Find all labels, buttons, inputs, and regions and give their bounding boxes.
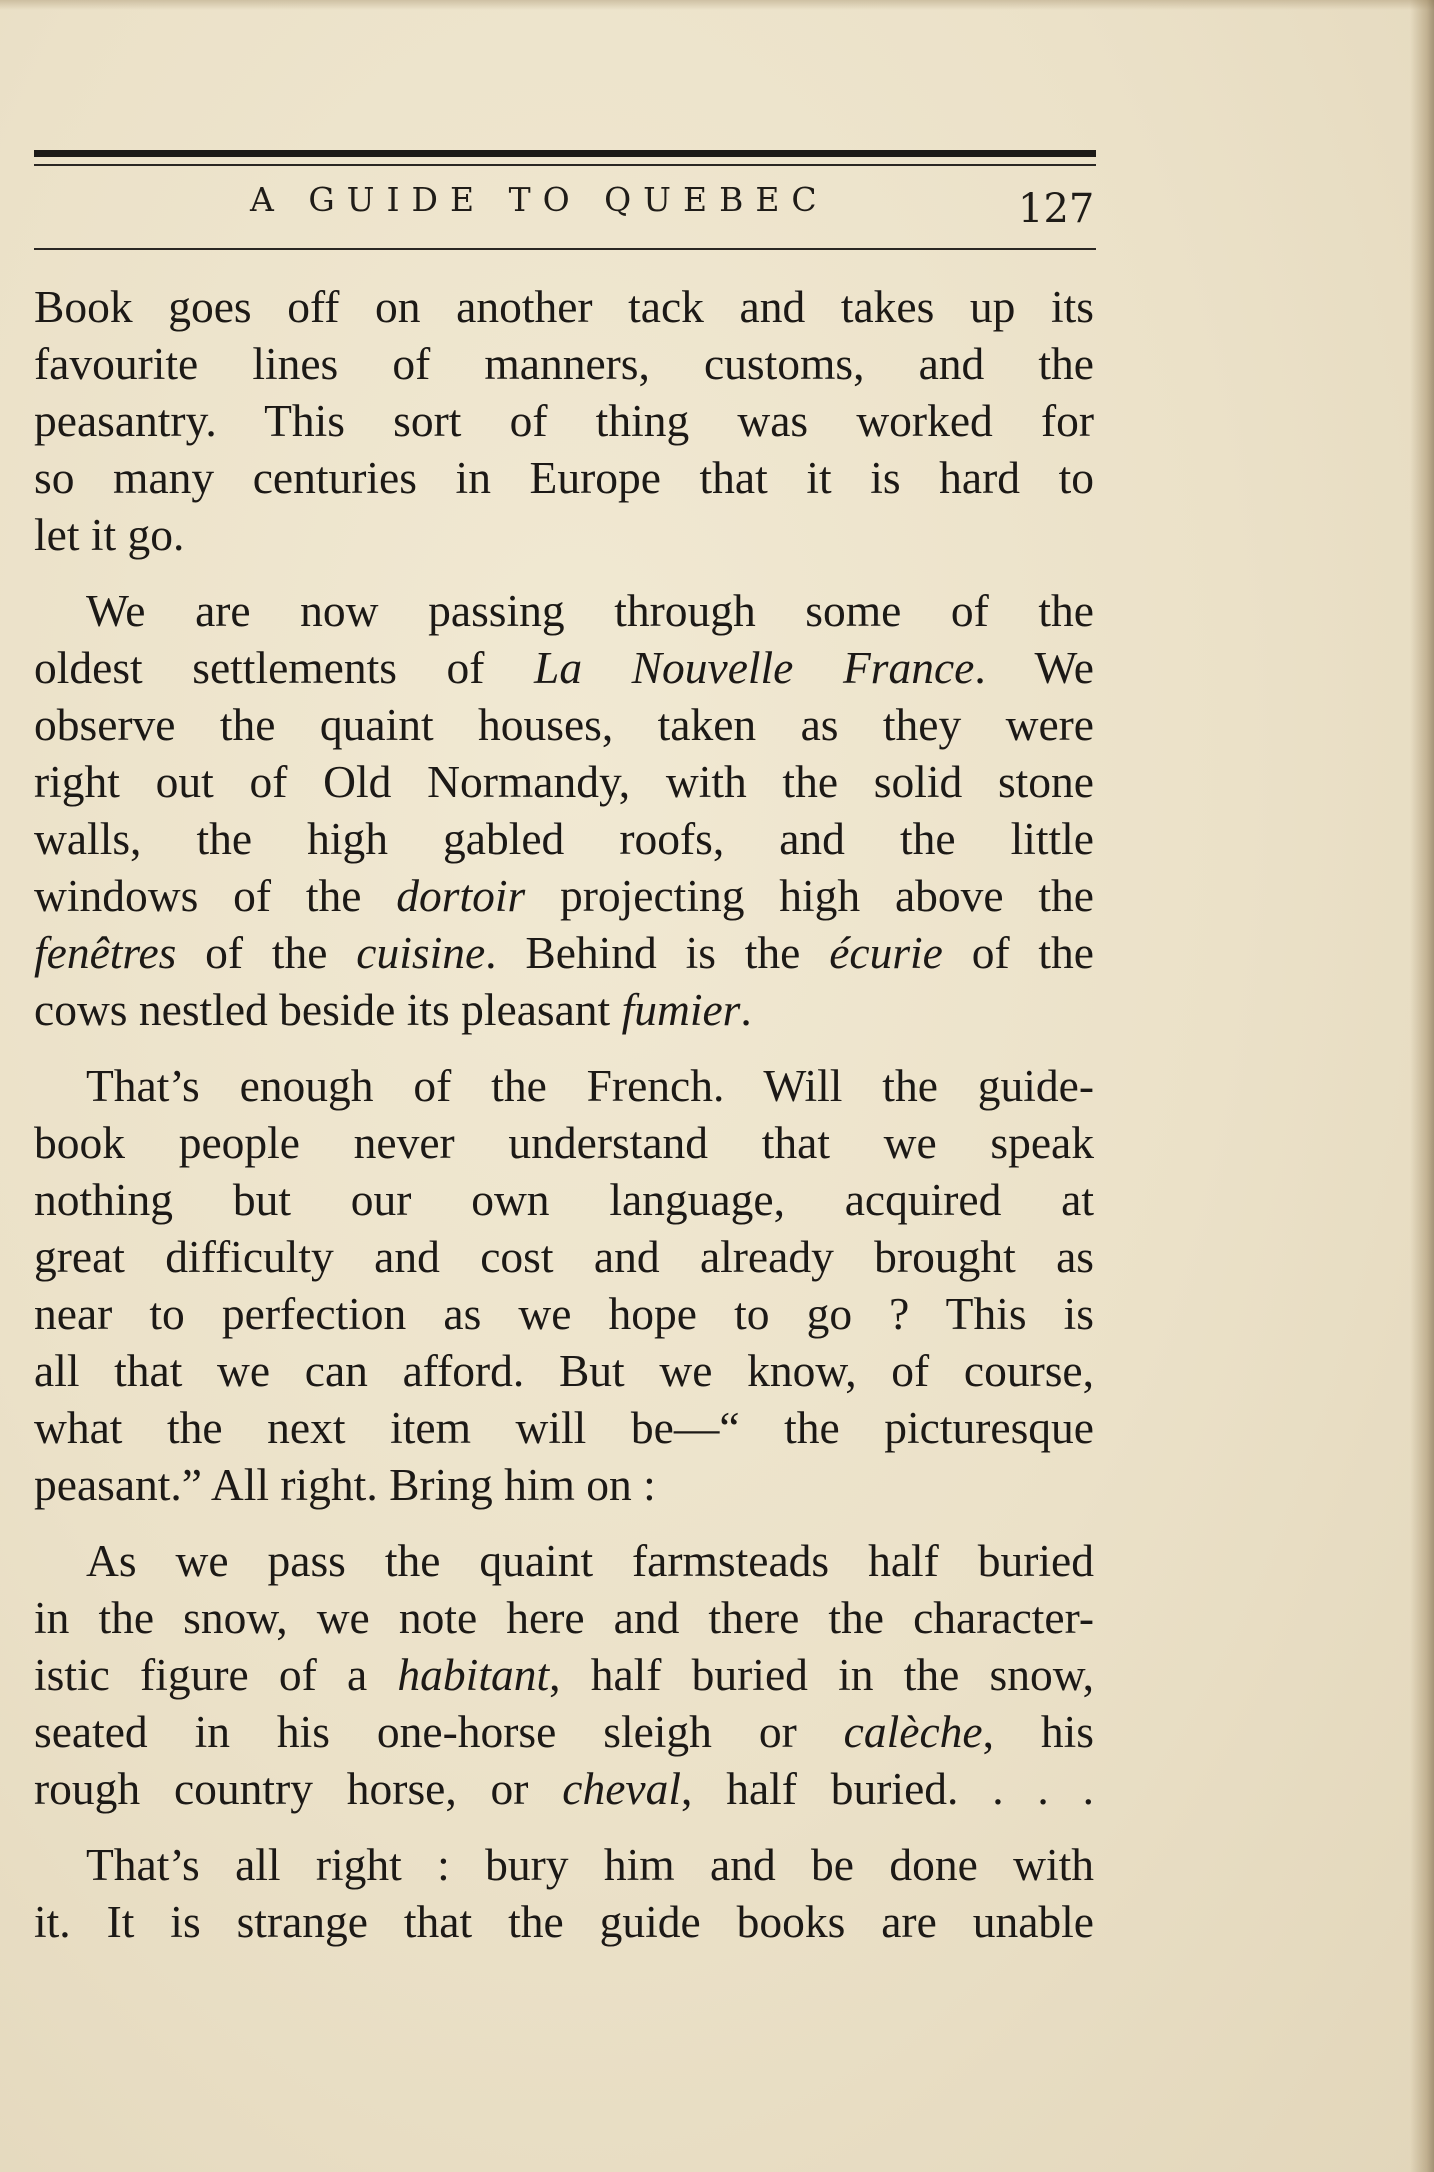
header-rule-thin <box>34 164 1096 166</box>
text-line: observe the quaint houses, taken as they were <box>34 699 1094 750</box>
text-line: nothing but our own language, acquired at <box>34 1174 1094 1225</box>
header-rule-thick <box>34 150 1096 157</box>
page-top-edge <box>0 0 1434 10</box>
text-line: in the snow, we note here and there the character- <box>34 1592 1094 1643</box>
text-line: As we pass the quaint farmsteads half buried <box>86 1535 1094 1586</box>
text-line: book people never understand that we speak <box>34 1117 1094 1168</box>
text-line: right out of Old Normandy, with the solid stone <box>34 756 1094 807</box>
paragraph-4 <box>34 1532 1094 1817</box>
text-line: so many centuries in Europe that it is hard to <box>34 452 1094 503</box>
header-rule-bottom <box>34 248 1096 250</box>
body-text <box>34 278 1094 1950</box>
text-line: near to perfection as we hope to go ? This is <box>34 1288 1094 1339</box>
text-line: let it go. <box>34 509 185 560</box>
text-line: We are now passing through some of the <box>86 585 1094 636</box>
page-number: 127 <box>1018 186 1095 232</box>
italic-term: dortoir <box>396 870 526 921</box>
running-head: A GUIDE TO QUEBEC <box>250 180 829 219</box>
text-line: windows of the dortoir projecting high above the <box>34 870 1094 921</box>
paragraph-5 <box>34 1836 1094 1950</box>
text-line: it. It is strange that the guide books are unable <box>34 1896 1094 1947</box>
text-line: fenêtres of the cuisine. Behind is the écurie of the <box>34 927 1094 978</box>
italic-term: habitant <box>397 1649 550 1700</box>
text-line: Book goes off on another tack and takes up its <box>34 281 1094 332</box>
text-line: istic figure of a habitant, half buried in the snow, <box>34 1649 1094 1700</box>
text-line: That’s all right : bury him and be done with <box>86 1839 1094 1890</box>
italic-term: fenêtres <box>34 927 177 978</box>
paragraph-3 <box>34 1057 1094 1513</box>
paragraph-2 <box>34 582 1094 1038</box>
text-line: what the next item will be—“ the picturesque <box>34 1402 1094 1453</box>
italic-term: La Nouvelle France <box>534 642 975 693</box>
text-line: rough country horse, or cheval, half buried. . . . <box>34 1763 1094 1814</box>
text-line: favourite lines of manners, customs, and the <box>34 338 1094 389</box>
text-line: cows nestled beside its pleasant fumier. <box>34 984 752 1035</box>
page-gutter-shadow <box>1410 0 1434 2172</box>
text-line: all that we can afford. But we know, of course, <box>34 1345 1094 1396</box>
text-line: seated in his one-horse sleigh or calèche, his <box>34 1706 1094 1757</box>
italic-term: cheval <box>562 1763 682 1814</box>
italic-term: calèche <box>843 1706 983 1757</box>
italic-term: écurie <box>829 927 943 978</box>
text-line: peasantry. This sort of thing was worked for <box>34 395 1094 446</box>
text-line: great difficulty and cost and already brought as <box>34 1231 1094 1282</box>
text-line: That’s enough of the French. Will the guide- <box>86 1060 1094 1111</box>
text-line: walls, the high gabled roofs, and the little <box>34 813 1094 864</box>
text-line: peasant.” All right. Bring him on : <box>34 1459 656 1510</box>
italic-term: cuisine <box>356 927 486 978</box>
italic-term: fumier <box>621 984 741 1035</box>
text-line: oldest settlements of La Nouvelle France. We <box>34 642 1094 693</box>
paragraph-1 <box>34 278 1094 563</box>
